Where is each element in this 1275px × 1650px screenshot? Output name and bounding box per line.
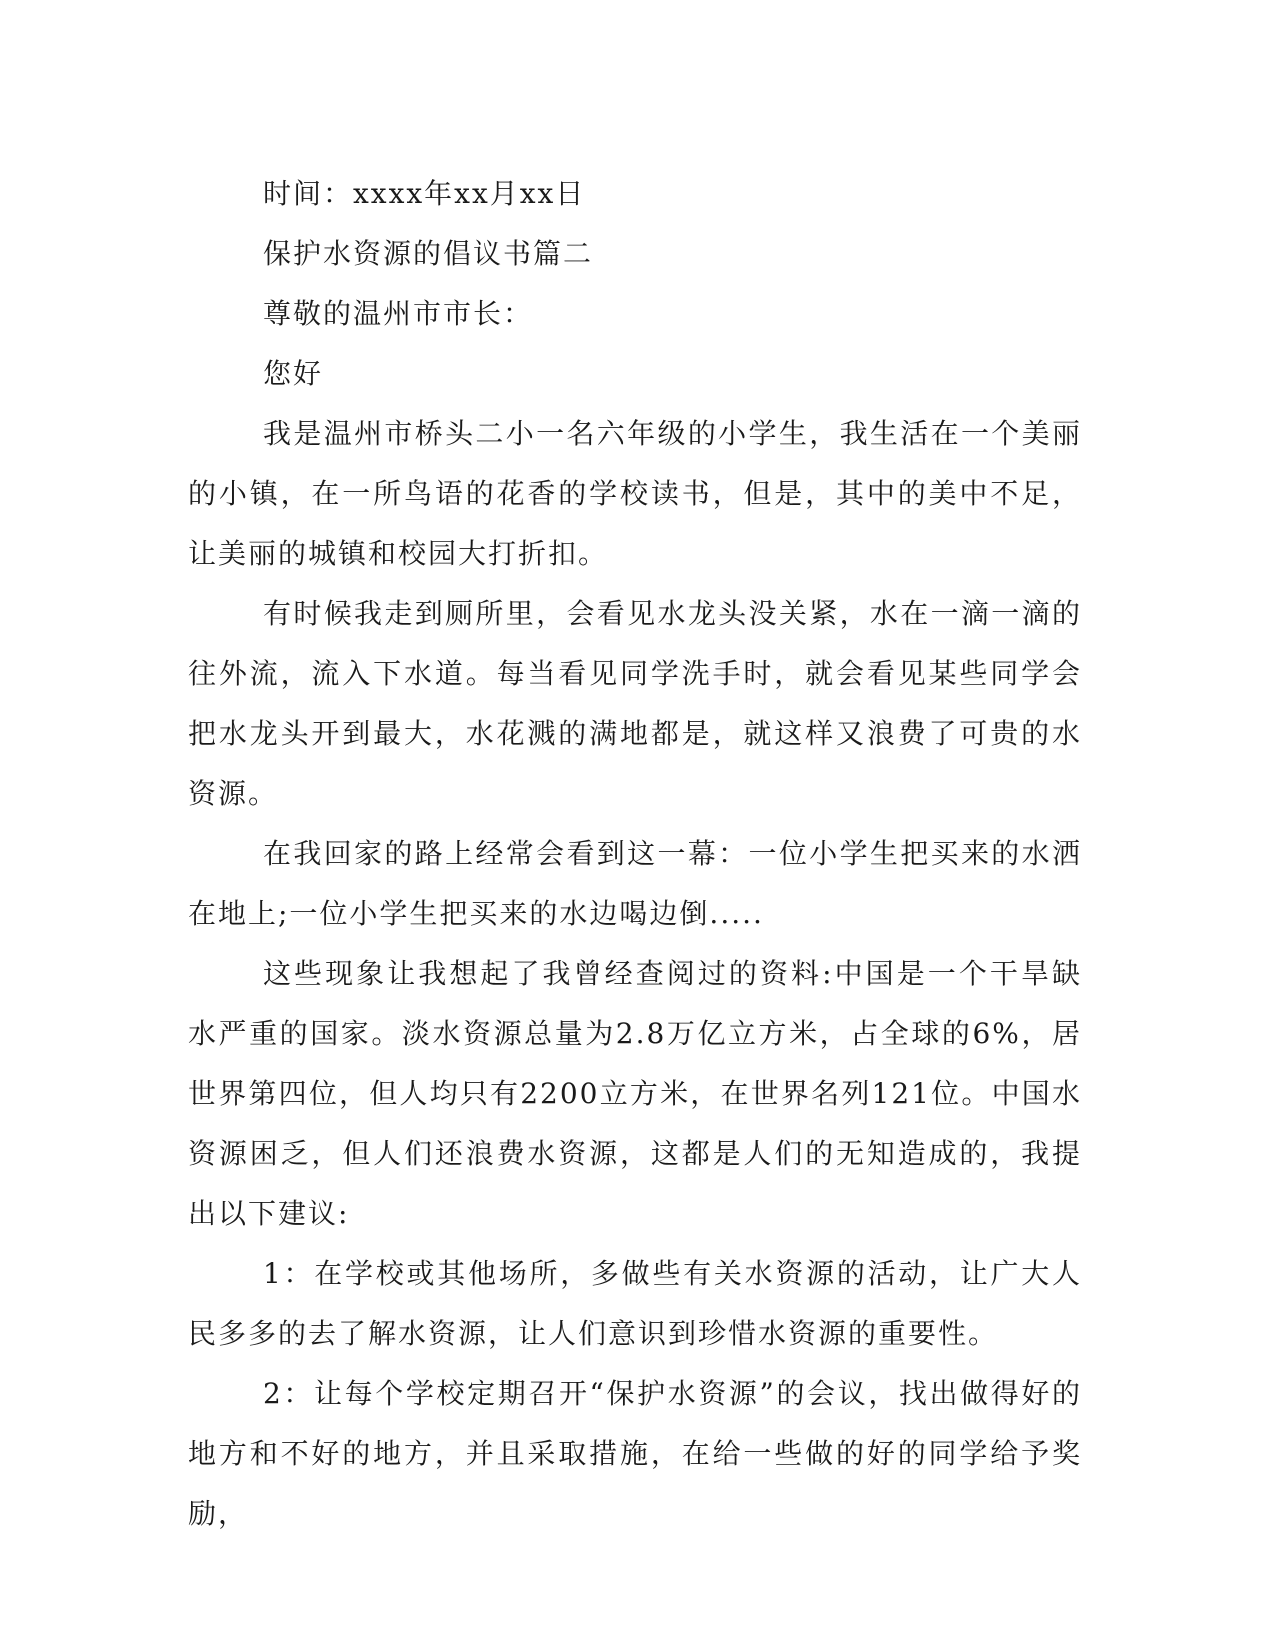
document-title: 保护水资源的倡议书篇二 [263,237,594,270]
document-body [188,164,1082,1544]
date-line: 时间：xxxx年xx月xx日 [263,177,586,210]
paragraph-intro: 我是温州市桥头二小一名六年级的小学生，我生活在一个美丽的小镇，在一所鸟语的花香的学校读书，但是，其中的美中不足，让美丽的城镇和校园大打折扣。 [188,417,1082,570]
paragraph-suggestion-2: 2：让每个学校定期召开“保护水资源”的会议，找出做得好的地方和不好的地方，并且采取措施，在给一些做的好的同学给予奖励， [188,1377,1082,1530]
salutation-line: 尊敬的温州市市长： [263,297,534,330]
paragraph-facts: 这些现象让我想起了我曾经查阅过的资料:中国是一个干旱缺水严重的国家。淡水资源总量为2.8万亿立方米，占全球的6%，居世界第四位，但人均只有2200立方米，在世界名列121位。中国水资源困乏，但人们还浪费水资源，这都是人们的无知造成的，我提出以下建议: [188,957,1082,1230]
paragraph-suggestion-1: 1：在学校或其他场所，多做些有关水资源的活动，让广大人民多多的去了解水资源，让人们意识到珍惜水资源的重要性。 [188,1257,1082,1350]
paragraph-way-home: 在我回家的路上经常会看到这一幕：一位小学生把买来的水洒在地上;一位小学生把买来的水边喝边倒..... [188,837,1082,930]
greeting-line: 您好 [263,357,324,390]
paragraph-restroom: 有时候我走到厕所里，会看见水龙头没关紧，水在一滴一滴的往外流，流入下水道。每当看见同学洗手时，就会看见某些同学会把水龙头开到最大，水花溅的满地都是，就这样又浪费了可贵的水资源。 [188,597,1082,810]
